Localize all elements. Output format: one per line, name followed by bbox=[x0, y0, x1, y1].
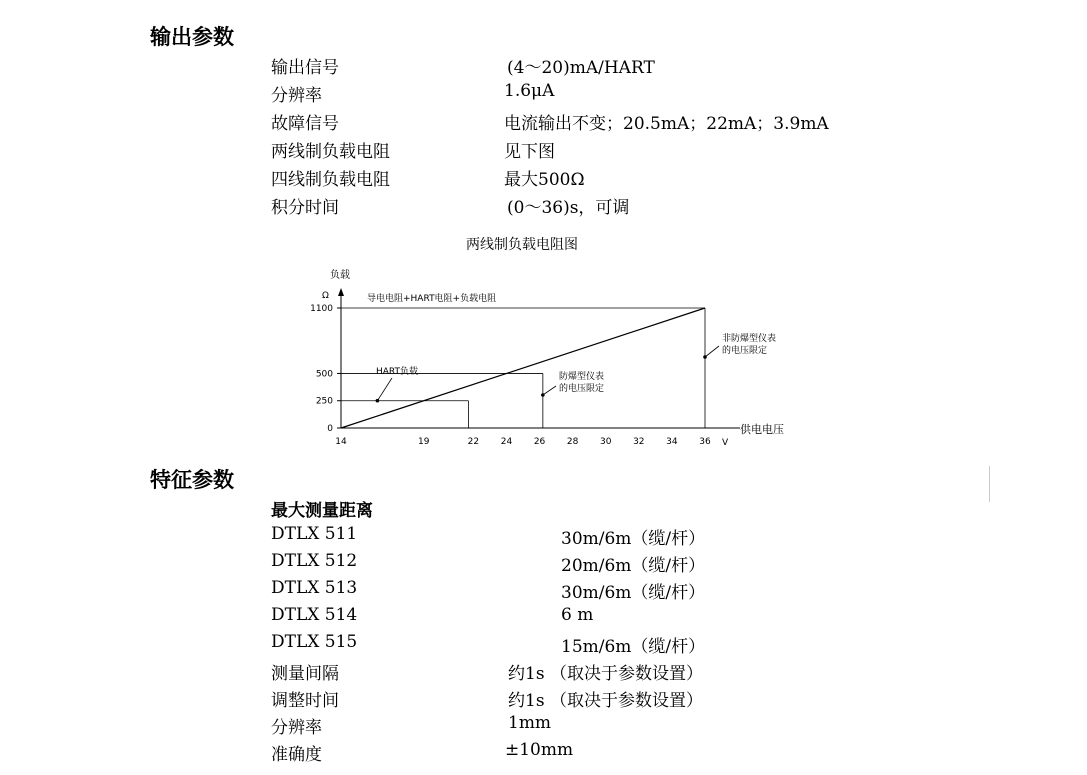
page-edge-rule bbox=[989, 466, 990, 502]
x-tick-label: 32 bbox=[633, 437, 645, 447]
y-axis-unit: Ω bbox=[322, 291, 329, 301]
x-tick-label: 36 bbox=[699, 437, 711, 447]
annotation-ex-limit-line1: 防爆型仪表 bbox=[559, 372, 605, 382]
x-tick-label: 30 bbox=[600, 437, 612, 447]
annotation-leader bbox=[377, 378, 392, 401]
model-value: 30m/6m（缆/杆） bbox=[561, 529, 706, 549]
param-label: 分辨率 bbox=[271, 86, 322, 106]
param-value: (4～20)mA/HART bbox=[507, 58, 655, 78]
param-label: 准确度 bbox=[271, 745, 322, 765]
x-tick-label: 34 bbox=[666, 437, 678, 447]
model-label: DTLX 511 bbox=[271, 524, 358, 544]
param-value: 见下图 bbox=[504, 142, 555, 162]
annotation-leader bbox=[543, 386, 556, 395]
param-label: 四线制负载电阻 bbox=[271, 170, 390, 190]
x-axis-unit: V bbox=[722, 438, 729, 448]
param-label: 两线制负载电阻 bbox=[271, 142, 390, 162]
param-value: (0～36)s，可调 bbox=[507, 198, 630, 218]
param-value: 电流输出不变；20.5mA；22mA；3.9mA bbox=[504, 114, 829, 134]
load-resistance-chart bbox=[300, 262, 800, 457]
param-label: 调整时间 bbox=[271, 691, 339, 711]
model-label: DTLX 514 bbox=[271, 605, 358, 625]
model-value: 15m/6m（缆/杆） bbox=[561, 637, 706, 657]
x-axis-label: 供电电压 bbox=[740, 423, 784, 436]
feature-section-title: 特征参数 bbox=[150, 468, 234, 492]
y-tick-label: 500 bbox=[315, 369, 333, 380]
y-tick-label: 1100 bbox=[310, 304, 333, 314]
param-label: 故障信号 bbox=[271, 114, 339, 134]
model-value: 6 m bbox=[561, 605, 594, 625]
model-label: DTLX 515 bbox=[271, 632, 358, 652]
annotation-ex-limit-line2: 的电压限定 bbox=[559, 384, 605, 394]
annotation-hart-load: HART负载 bbox=[376, 367, 419, 377]
x-tick-label: 14 bbox=[335, 437, 347, 447]
param-value: 最大500Ω bbox=[504, 170, 585, 190]
series-label: 导电电阻+HART电阻+负载电阻 bbox=[367, 294, 497, 304]
annotation-nonex-limit-line1: 非防爆型仪表 bbox=[722, 334, 777, 344]
y-axis-label: 负载 bbox=[330, 270, 350, 281]
model-value: 20m/6m（缆/杆） bbox=[561, 556, 706, 576]
param-label: 积分时间 bbox=[271, 198, 339, 218]
model-label: DTLX 512 bbox=[271, 551, 358, 571]
max-distance-heading: 最大测量距离 bbox=[271, 501, 373, 521]
param-value: 1mm bbox=[508, 713, 552, 733]
param-label: 测量间隔 bbox=[271, 664, 339, 684]
output-section-title: 输出参数 bbox=[150, 25, 234, 49]
y-axis-arrow bbox=[338, 288, 344, 296]
param-value: 约1s （取决于参数设置） bbox=[508, 664, 703, 684]
x-tick-label: 24 bbox=[500, 437, 513, 447]
param-value: 1.6μA bbox=[504, 81, 555, 101]
model-label: DTLX 513 bbox=[271, 578, 358, 598]
x-tick-label: 22 bbox=[467, 437, 480, 447]
chart-title: 两线制负载电阻图 bbox=[466, 237, 578, 253]
param-value: 约1s （取决于参数设置） bbox=[508, 691, 703, 711]
param-label: 输出信号 bbox=[271, 58, 339, 78]
param-value: ±10mm bbox=[505, 740, 574, 760]
annotation-nonex-limit-line2: 的电压限定 bbox=[722, 346, 768, 356]
y-tick-label: 250 bbox=[315, 396, 333, 407]
x-tick-label: 19 bbox=[418, 437, 430, 447]
model-value: 30m/6m（缆/杆） bbox=[561, 583, 706, 603]
x-tick-label: 26 bbox=[533, 437, 546, 447]
x-tick-label: 28 bbox=[566, 437, 579, 447]
param-label: 分辨率 bbox=[271, 718, 322, 738]
y-tick-label: 0 bbox=[327, 424, 333, 434]
annotation-leader bbox=[705, 346, 719, 357]
